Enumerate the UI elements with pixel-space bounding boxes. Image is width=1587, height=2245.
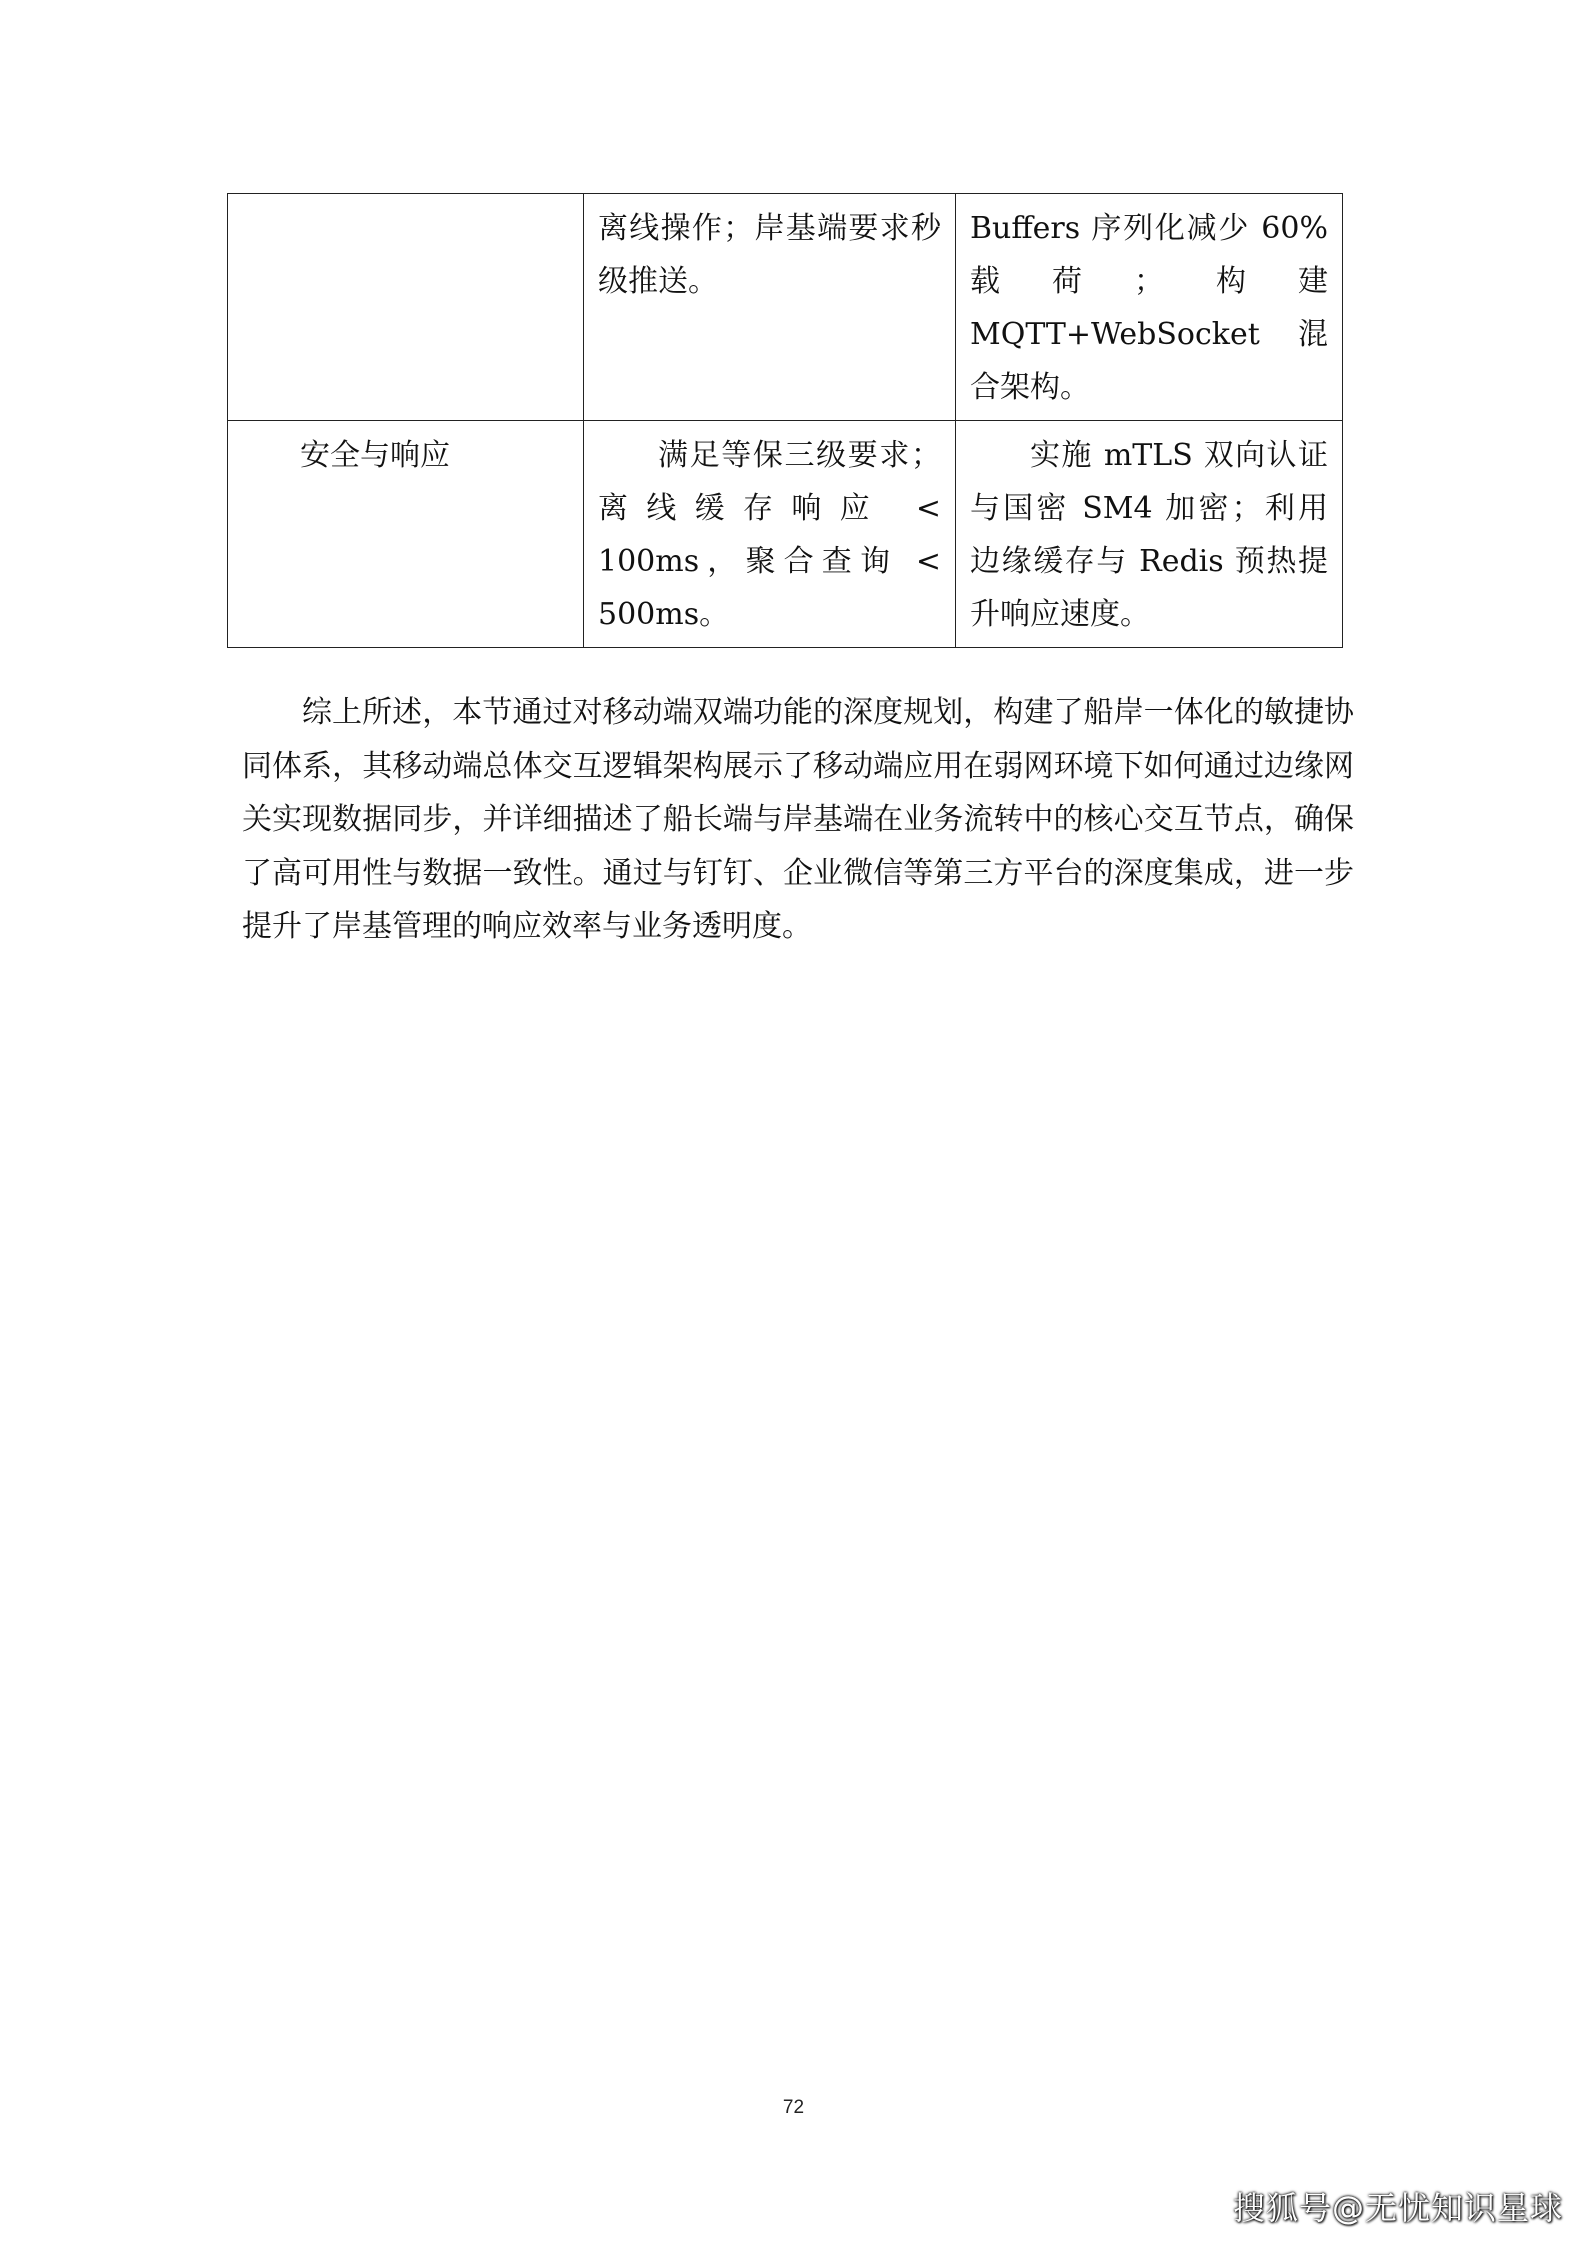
table-cell-requirement: 离线操作；岸基端要求秒级推送。 (584, 194, 956, 421)
source-watermark: 搜狐号@无忧知识星球 (1232, 2189, 1563, 2227)
table-cell-solution: 实施 mTLS 双向认证与国密 SM4 加密；利用边缘缓存与 Redis 预热提升响应速度。 (956, 421, 1343, 648)
table-cell-category: 安全与响应 (228, 421, 584, 648)
table-cell-solution: Buffers 序列化减少 60% 载荷；构建 MQTT+WebSocket 混合架构。 (956, 194, 1343, 421)
table-cell-requirement: 满足等保三级要求；离线缓存响应 < 100ms，聚合查询 < 500ms。 (584, 421, 956, 648)
table-cell-category (228, 194, 584, 421)
summary-paragraph: 综上所述，本节通过对移动端双端功能的深度规划，构建了船岸一体化的敏捷协同体系，其移动端总体交互逻辑架构展示了移动端应用在弱网环境下如何通过边缘网关实现数据同步，并详细描述了船长端与岸基端在业务流转中的核心交互节点，确保了高可用性与数据一致性。通过与钉钉、企业微信等第三方平台的深度集成，进一步提升了岸基管理的响应效率与业务透明度。 (242, 695, 1354, 944)
page-number: 72 (782, 2097, 805, 2118)
table-row (228, 421, 1343, 648)
table-row (228, 194, 1343, 421)
requirements-table (227, 193, 1343, 648)
